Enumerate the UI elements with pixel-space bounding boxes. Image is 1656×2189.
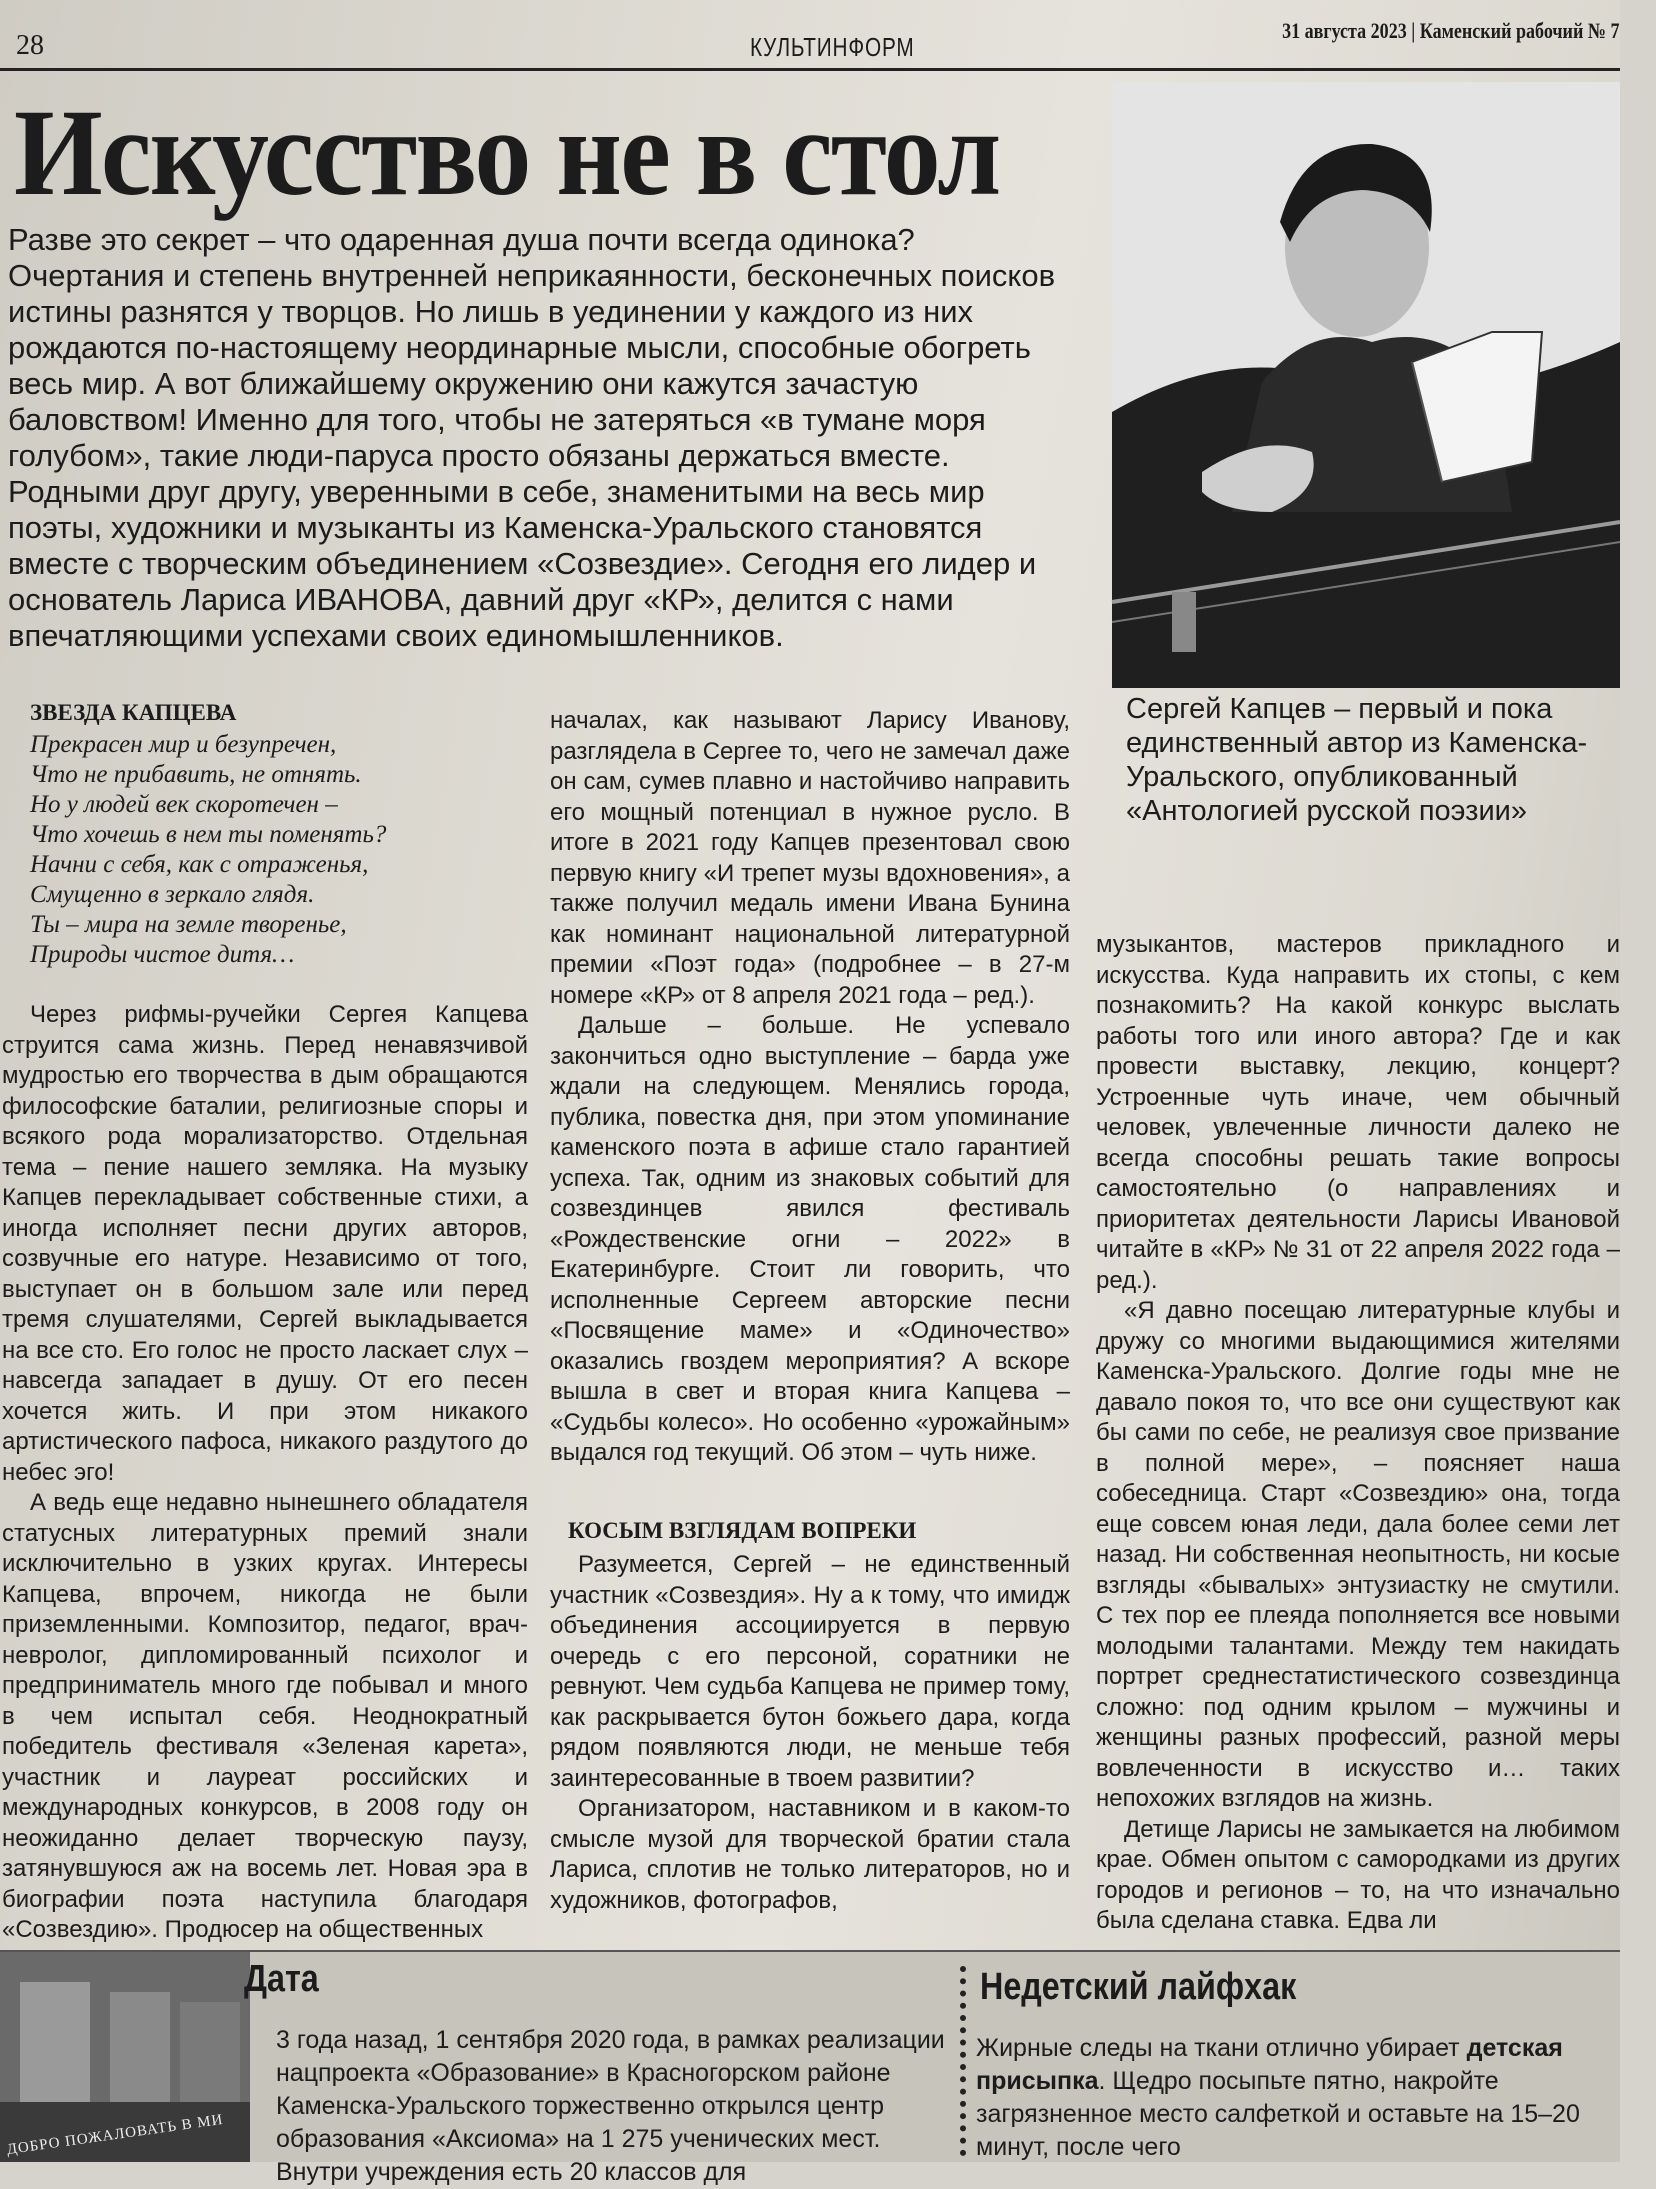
poem-line: Смущенно в зеркало глядя. bbox=[30, 881, 315, 908]
article-headline: Искусство не в стол bbox=[14, 84, 1000, 221]
poem-line: Что хочешь в нем ты поменять? bbox=[30, 821, 387, 848]
date-box-title: Дата bbox=[244, 1958, 319, 2000]
welcome-sign: ДОБРО ПОЖАЛОВАТЬ В МИ bbox=[5, 2111, 225, 2159]
article-lead: Разве это секрет – что одаренная душа почти всегда одинока? Очертания и степень внутренней неприкаянности, бесконечных поисков истины разнятся у творцов. Но лишь в уединении у каждого из них рождаются по-настоящему неординарные мысли, способные обогреть весь мир. А вот ближайшему окружению они кажутся зачастую баловством! Именно для того, чтобы не затеряться «в тумане моря голубом», такие люди-паруса просто обязаны держаться вместе. Родными друг другу, уверенными в себе, знаменитыми на весь мир поэты, художники и музыканты из Каменска-Уральского становятся вместе с творческим объединением «Созвездие». Сегодня его лидер и основатель Лариса ИВАНОВА, давний друг «КР», делится с нами впечатляющими успехами своих единомышленников. bbox=[8, 222, 1056, 653]
text-column-1 bbox=[2, 1000, 528, 1946]
author-photo bbox=[1112, 82, 1620, 688]
paragraph: Разумеется, Сергей – не единственный участник «Созвездия». Ну а к тому, что имидж объединения ассоциируется в первую очередь с его персоной, соратники не ревнуют. Чем судьба Капцева не пример тому, как раскрывается бутон божьего дара, когда рядом появляются люди, не меньше тебя заинтересованные в твоем развитии? bbox=[550, 1551, 1070, 1792]
lifehack-box-text bbox=[976, 2032, 1656, 2164]
page-number: 28 bbox=[16, 30, 44, 61]
bottom-strip bbox=[0, 1950, 1620, 2186]
paragraph: Детище Ларисы не замыкается на любимом крае. Обмен опытом с самородками из других городов и регионов – то, на что изначально была сделана ставка. Едва ли bbox=[1096, 1815, 1620, 1934]
subheading-zvezda: ЗВЕЗДА КАПЦЕВА bbox=[30, 700, 237, 725]
date-box-text: 3 года назад, 1 сентября 2020 года, в рамках реализации нацпроекта «Образование» в Красногорском районе Каменска-Уральского торжественно открылся центр образования «Аксиома» на 1 275 ученических мест. Внутри учреждения есть 20 классов для bbox=[276, 2026, 945, 2186]
poem bbox=[30, 730, 386, 970]
text-column-3 bbox=[1096, 930, 1620, 1937]
photo-illustration bbox=[1112, 82, 1620, 688]
text-column-2 bbox=[550, 706, 1070, 1469]
issue-dateline: 31 августа 2023 | Каменский рабочий № 7 bbox=[1282, 18, 1620, 43]
subheading-kosym: КОСЫМ ВЗГЛЯДАМ ВОПРЕКИ bbox=[568, 1518, 917, 1543]
paragraph: музыкантов, мастеров прикладного и искусства. Куда направить их стопы, с кем познакомить? На какой конкурс выслать работы того или иного автора? Где и как провести выставку, лекцию, концерт? Устроенные чуть иначе, чем обычный человек, увлеченные личности далеко не всегда способны решать такие вопросы самостоятельно (о направлениях и приоритетах деятельности Ларисы Ивановой читайте в «КР» № 31 от 22 апреля 2022 года – ред.). bbox=[1096, 931, 1620, 1294]
school-photo bbox=[0, 1952, 250, 2162]
lifehack-text-a: Жирные следы на ткани отлично убирает bbox=[976, 2034, 1467, 2062]
photo-caption: Сергей Капцев – первый и пока единственный автор из Каменска-Уральского, опубликованный «Антологией русской поэзии» bbox=[1126, 693, 1588, 827]
poem-line: Природы чистое дитя… bbox=[30, 941, 295, 968]
paragraph: «Я давно посещаю литературные клубы и дружу со многими выдающимися жителями Каменска-Уральского. Долгие годы мне не давало покоя то, что все они существуют как бы сами по себе, не реализуя свое призвание в полной мере», – поясняет наша собеседница. Старт «Созвездию» она, тогда еще совсем юная леди, дала более семи лет назад. Ни собственная неопытность, ни косые взгляды «бывалых» энтузиастку не смутили. С тех пор ее плеяда пополняется все новыми молодыми талантами. Между тем накидать портрет среднестатистического созвездинца сложно: под одним крылом – мужчины и женщины разных профессий, разной меры вовлеченности в искусство и… таких непохожих взглядов на жизнь. bbox=[1096, 1297, 1620, 1812]
text-column-2b bbox=[550, 1550, 1070, 1916]
poem-line: Начни с себя, как с отраженья, bbox=[30, 851, 369, 878]
paragraph: Организатором, наставником и в каком-то смысле музой для творческой братии стала Лариса, сплотив не только литераторов, но и художников, фотографов, bbox=[550, 1795, 1070, 1914]
paragraph: Через рифмы-ручейки Сергея Капцева струится сама жизнь. Перед ненавязчивой мудростью его творчества в дым обращаются философские баталии, религиозные споры и всякого рода морализаторство. Отдельная тема – пение нашего земляка. На музыку Капцев перекладывает собственные стихи, а иногда исполняет песни других авторов, созвучные его натуре. Независимо от того, выступает он в большом зале или перед тремя слушателями, Сергей выкладывается на все сто. Его голос не просто ласкает слух – навсегда западает в душу. От его песен хочется жить. И при этом никакого артистического пафоса, никакого раздутого до небес эго! bbox=[2, 1001, 528, 1486]
paragraph: началах, как называют Ларису Иванову, разглядела в Сергее то, чего не замечал даже он сам, сумев плавно и настойчиво направить его мощный потенциал в нужное русло. В итоге в 2021 году Капцев презентовал свою первую книгу «И трепет музы вдохновения», а также получил медаль имени Ивана Бунина как номинант национальной литературной премии «Поэт года» (подробнее – в 27-м номере «КР» от 8 апреля 2021 года – ред.). bbox=[550, 707, 1070, 1009]
page-header bbox=[0, 18, 1620, 71]
lifehack-box-title: Недетский лайфхак bbox=[980, 1966, 1297, 2008]
poem-line: Прекрасен мир и безупречен, bbox=[30, 731, 337, 758]
paragraph: Дальше – больше. Не успевало закончиться одно выступление – барда уже ждали на следующем. Менялись города, публика, повестка дня, при этом упоминание каменского поэта в афише стало гарантией успеха. Так, одним из знаковых событий для созвездинцев явился фестиваль «Рождественские огни – 2022» в Екатеринбурге. Стоит ли говорить, что исполненные Сергеем авторские песни «Посвящение маме» и «Одиночество» оказались гвоздем мероприятия? А вскоре вышла в свет и вторая книга Капцева – «Судьбы колесо». Но особенно «урожайным» выдался год текущий. Об этом – чуть ниже. bbox=[550, 1012, 1070, 1466]
lifehack-text-bold: детская присыпка bbox=[976, 2034, 1563, 2095]
box-divider bbox=[960, 1966, 966, 2156]
lifehack-text-b: . Щедро посыпьте пятно, накройте загрязненное место салфеткой и оставьте на 15–20 минут, после чего bbox=[976, 2067, 1580, 2161]
section-rubric: КУЛЬТИНФОРМ bbox=[750, 32, 915, 62]
poem-line: Ты – мира на земле творенье, bbox=[30, 911, 347, 938]
poem-line: Но у людей век скоротечен – bbox=[30, 791, 338, 818]
poem-line: Что не прибавить, не отнять. bbox=[30, 761, 362, 788]
paragraph: А ведь еще недавно нынешнего обладателя статусных литературных премий знали исключительно в узких кругах. Интересы Капцева, впрочем, никогда не были приземленными. Композитор, педагог, врач-невролог, дипломированный психолог и предприниматель много где побывал и много в чем испытал себя. Неоднократный победитель фестиваля «Зеленая карета», участник и лауреат российских и международных конкурсов, в 2008 году он неожиданно делает творческую паузу, затянувшуюся аж на восемь лет. Новая эра в биографии поэта наступила благодаря «Созвездию». Продюсер на общественных bbox=[2, 1489, 528, 1943]
